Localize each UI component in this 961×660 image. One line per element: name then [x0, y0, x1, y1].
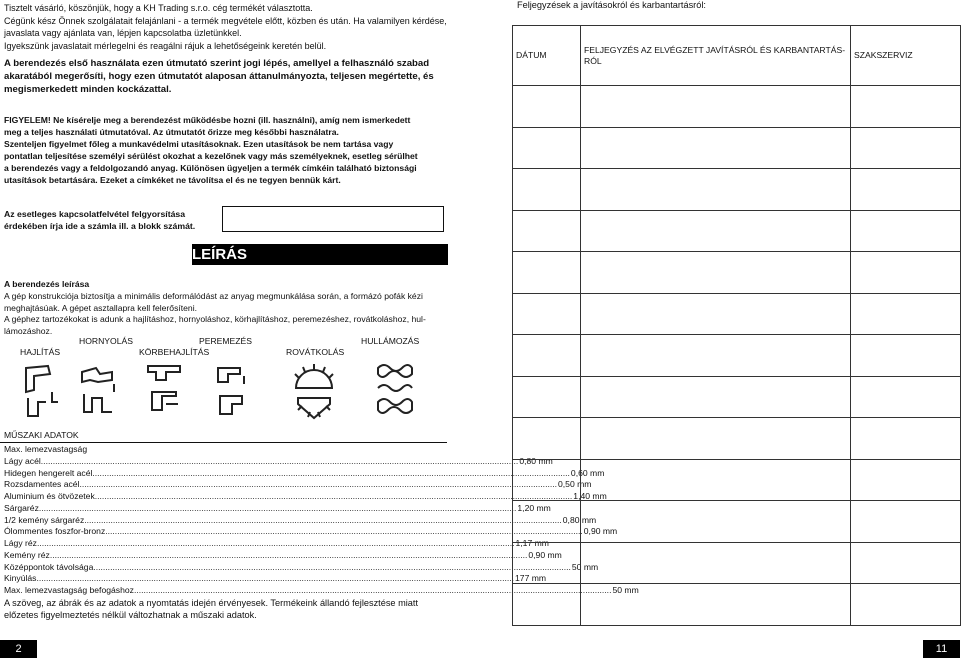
spec-value: 50 mm [571, 561, 599, 572]
spec-row [4, 561, 599, 574]
intro-paragraph [4, 2, 474, 52]
spec-value: 0,80 mm [519, 455, 553, 466]
log-cell-service[interactable] [851, 376, 961, 418]
warning-line: utasítások betartására. Ezeket a címkéket ne távolítsa el és ne tegyen bennük kárt. [4, 175, 341, 185]
validity-footnote: A szöveg, az ábrák és az adatok a nyomtatás idején érvényesek. Termékeink állandó fejlesztése miatt előzetes figyelmeztetés nélkül változhatnak a műszaki adatok. [4, 598, 419, 621]
intro-line: Cégünk kész Önnek szolgálatait felajánlani - a termék megvétele előtt, közben és után. Ha valamilyen kérdése, [4, 15, 447, 26]
page-number: 2 [0, 640, 37, 658]
intro-line: javaslata vagy ajánlata van, lépjen kapcsolatba üzletünkkel. [4, 28, 242, 38]
operation-label-notching: ROVÁTKOLÁS [286, 347, 345, 357]
log-cell-record[interactable] [581, 252, 851, 294]
log-cell-service[interactable] [851, 418, 961, 460]
warning-line: a berendezés vagy a feldolgozandó anyag. Különösen ügyeljen a termék címkéin található biztonsági [4, 163, 417, 173]
spec-value: 0,90 mm [528, 549, 562, 560]
log-cell-date[interactable] [513, 127, 581, 169]
contact-note: Az esetleges kapcsolatfelvétel felgyorsítása érdekében írja ide a számla ill. a blokk számát. [4, 209, 196, 232]
spec-leader-dots: ........................................................................................................................................................................................................ [92, 467, 570, 478]
log-cell-service[interactable] [851, 86, 961, 128]
spec-name: Max. lemezvastagság [4, 444, 88, 454]
bending-profile-icon [22, 362, 62, 420]
specs-divider [0, 442, 447, 443]
log-cell-record[interactable] [581, 335, 851, 377]
log-cell-record[interactable] [581, 501, 851, 543]
operation-label-corrugating: HULLÁMOZÁS [361, 336, 420, 346]
column-header-service: SZAKSZERVIZ [851, 26, 961, 86]
log-row [513, 252, 961, 294]
section-title: LEÍRÁS [192, 246, 248, 263]
spec-row [4, 491, 607, 503]
log-cell-date[interactable] [513, 169, 581, 211]
log-row [513, 459, 961, 501]
spec-value: 1,20 mm [517, 502, 551, 513]
log-cell-record[interactable] [581, 169, 851, 211]
log-cell-record[interactable] [581, 376, 851, 418]
spec-row [4, 549, 562, 562]
log-row [513, 169, 961, 211]
spec-name: Sárgaréz [4, 502, 39, 513]
corrugating-profile-icon [374, 362, 416, 420]
description-line: lámozáshoz. [4, 326, 53, 337]
log-cell-record[interactable] [581, 542, 851, 584]
spec-row [4, 538, 549, 550]
log-cell-service[interactable] [851, 459, 961, 501]
spec-row [4, 444, 436, 456]
log-cell-service[interactable] [851, 127, 961, 169]
log-row [513, 501, 961, 543]
description [4, 279, 452, 338]
log-header-row [513, 26, 961, 86]
log-cell-record[interactable] [581, 459, 851, 501]
warning-line: pontatlan teljesítése személyi sérülést okozhat a kezelőnek vagy más személyeknek, esetleg sérülhet [4, 151, 418, 161]
spec-name: Lágy acél [4, 455, 41, 466]
operation-label-bending: HAJLÍTÁS [20, 347, 61, 357]
section-banner [192, 244, 448, 265]
log-cell-record[interactable] [581, 210, 851, 252]
spec-row [4, 526, 618, 538]
maintenance-log-title: Feljegyzések a javításokról és karbantartásról: [517, 0, 706, 10]
description-line: A gép konstrukciója biztosítja a minimális deformálódást az anyag megmunkálása során, a formázó pofák kézi [4, 290, 423, 301]
spec-row [4, 479, 592, 491]
warning-line: meg a teljes használati útmutatóval. Az útmutatót őrizze meg későbbi használatra. [4, 127, 339, 137]
spec-name: Max. lemezvastagság befogáshoz [4, 585, 134, 595]
operation-label-round-bending: KÖRBEHAJLÍTÁS [139, 347, 210, 357]
log-cell-date[interactable] [513, 418, 581, 460]
spec-name: Kinyúlás [4, 573, 37, 584]
intro-line: Tisztelt vásárló, köszönjük, hogy a KH Trading s.r.o. cég termékét választotta. [4, 3, 313, 13]
log-cell-date[interactable] [513, 584, 581, 626]
page-number: 11 [923, 640, 960, 658]
specs-heading: MŰSZAKI ADATOK [4, 430, 79, 440]
spec-name: Aluminium és ötvözetek [4, 491, 95, 501]
spec-name: Középpontok távolsága [4, 561, 94, 572]
log-cell-date[interactable] [513, 293, 581, 335]
log-cell-service[interactable] [851, 584, 961, 626]
spec-row [4, 502, 551, 515]
log-cell-service[interactable] [851, 293, 961, 335]
spec-leader-dots: ........................................................................................................................................................................................................ [94, 491, 573, 501]
invoice-number-box[interactable] [222, 206, 444, 232]
spec-leader-dots: ........................................................................................................................................................................................................ [93, 561, 571, 572]
log-cell-service[interactable] [851, 335, 961, 377]
spec-row [4, 585, 639, 597]
spec-value: 0,60 mm [570, 467, 605, 478]
spec-name: Rozsdamentes acél [4, 479, 80, 490]
spec-value: 0,90 mm [583, 526, 618, 537]
log-cell-date[interactable] [513, 459, 581, 501]
log-row [513, 86, 961, 128]
spec-value: 177 mm [515, 573, 547, 584]
description-line: A géphez tartozékokat is adunk a hajlításhoz, hornyoláshoz, körhajlításhoz, peremezéshez, rovátkoláshoz, hul- [4, 314, 426, 325]
spec-value: 0,80 mm [562, 514, 597, 525]
spec-name: Lágy réz [4, 538, 37, 548]
round-bending-profile-icon [144, 360, 186, 420]
spec-leader-dots: ........................................................................................................................................................................................................ [79, 479, 558, 490]
maintenance-log-table [512, 25, 961, 626]
log-row [513, 210, 961, 252]
log-row [513, 418, 961, 460]
description-line: meghajtásúak. A gépet asztallapra kell felerősíteni. [4, 302, 197, 313]
spec-name: Kemény réz [4, 549, 50, 560]
log-cell-date[interactable] [513, 252, 581, 294]
warning-line: Szenteljen figyelmet főleg a munkavédelmi utasításoknak. Ezen utasítások be nem tartása vagy [4, 139, 394, 149]
log-row [513, 335, 961, 377]
spec-row [4, 467, 605, 480]
flanging-profile-icon [212, 362, 252, 420]
log-cell-service[interactable] [851, 542, 961, 584]
warning-line: FIGYELEM! Ne kísérelje meg a berendezést működésbe hozni (ill. használni), amíg nem ismerkedett [4, 115, 411, 125]
specs-table [4, 444, 639, 597]
log-cell-record[interactable] [581, 418, 851, 460]
log-cell-date[interactable] [513, 501, 581, 543]
spec-value: 1,17 mm [515, 538, 549, 548]
spec-leader-dots: ........................................................................................................................................................................................................ [36, 573, 515, 584]
log-cell-record[interactable] [581, 293, 851, 335]
spec-name: Hidegen hengerelt acél [4, 467, 93, 478]
spec-value: 50 mm [612, 585, 639, 595]
spec-name: Ólommentes foszfor-bronz [4, 526, 106, 537]
log-cell-date[interactable] [513, 542, 581, 584]
spec-leader-dots: ........................................................................................................................................................................................................ [40, 455, 519, 466]
right-page [480, 0, 960, 660]
log-row [513, 542, 961, 584]
column-header-date: DÁTUM [513, 26, 581, 86]
intro-line: Igyekszünk javaslatait mérlegelni és reagálni rájuk a lehetőségeink keretén belül. [4, 40, 327, 51]
log-row [513, 293, 961, 335]
spec-value: 0,50 mm [558, 479, 592, 490]
spec-row [4, 514, 597, 527]
first-use-statement: A berendezés első használata ezen útmutató szerint jogi lépés, amellyel a felhasználó szabad akaratából megerősíti, hogy ezen útmutatót alaposan áttanulmányozta, teljesen megértette, és megismerkedett minden kockázattal. [4, 58, 434, 96]
spec-leader-dots: ........................................................................................................................................................................................................ [105, 526, 583, 537]
column-header-record: FELJEGYZÉS AZ ELVÉGZETT JAVÍTÁSRÓL ÉS KARBANTARTÁS-RÓL [581, 26, 851, 86]
spec-row [4, 573, 547, 585]
log-cell-date[interactable] [513, 335, 581, 377]
log-cell-date[interactable] [513, 376, 581, 418]
log-cell-record[interactable] [581, 127, 851, 169]
log-cell-date[interactable] [513, 210, 581, 252]
log-cell-service[interactable] [851, 169, 961, 211]
log-cell-service[interactable] [851, 252, 961, 294]
log-cell-service[interactable] [851, 501, 961, 543]
log-cell-date[interactable] [513, 86, 581, 128]
spec-name: 1/2 kemény sárgaréz [4, 514, 85, 525]
log-row [513, 127, 961, 169]
spec-leader-dots: ........................................................................................................................................................................................................ [36, 538, 515, 548]
spec-row [4, 455, 553, 468]
log-cell-record[interactable] [581, 584, 851, 626]
log-cell-record[interactable] [581, 86, 851, 128]
notching-profile-icon [290, 360, 338, 422]
spec-leader-dots: ........................................................................................................................................................................................................ [133, 585, 612, 595]
log-row [513, 584, 961, 626]
operation-label-grooving: HORNYOLÁS [79, 336, 133, 346]
grooving-profile-icon [78, 362, 124, 420]
operation-label-flanging: PEREMEZÉS [199, 336, 253, 346]
spec-leader-dots: ........................................................................................................................................................................................................ [38, 502, 517, 513]
spec-leader-dots: ........................................................................................................................................................................................................ [49, 549, 528, 560]
spec-leader-dots: ........................................................................................................................................................................................................ [84, 514, 562, 525]
spec-value: 1,40 mm [573, 491, 607, 501]
log-cell-service[interactable] [851, 210, 961, 252]
description-heading: A berendezés leírása [4, 279, 90, 289]
log-row [513, 376, 961, 418]
warning-paragraph [4, 114, 452, 186]
